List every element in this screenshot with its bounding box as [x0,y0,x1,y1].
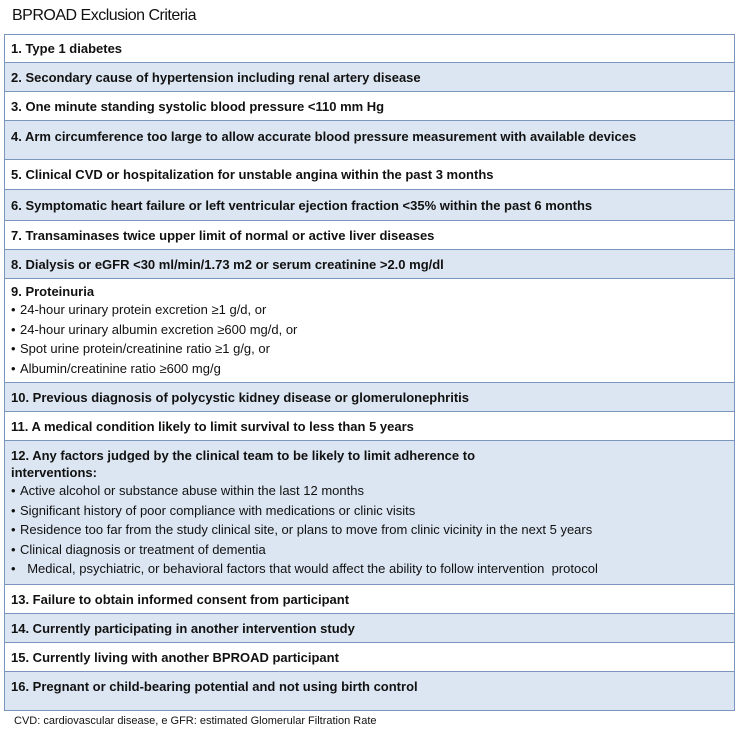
table-row [5,279,735,383]
criterion-12-list [11,481,734,579]
table-row [5,121,735,160]
table-row [5,441,735,585]
criterion-8: 8. Dialysis or eGFR <30 ml/min/1.73 m2 or serum creatinine >2.0 mg/dl [5,250,735,279]
bullet-icon: • [11,483,16,498]
criterion-12 [5,441,735,585]
criterion-11: 11. A medical condition likely to limit survival to less than 5 years [5,412,735,441]
table-row [5,383,735,412]
table-row [5,585,735,614]
footnote: CVD: cardiovascular disease, e GFR: estimated Glomerular Filtration Rate [14,715,377,727]
list-item: • Residence too far from the study clinical site, or plans to move from clinic vicinity in the next 5 years [11,520,734,540]
criterion-14: 14. Currently participating in another intervention study [5,614,735,643]
criterion-10: 10. Previous diagnosis of polycystic kidney disease or glomerulonephritis [5,383,735,412]
criterion-4: 4. Arm circumference too large to allow accurate blood pressure measurement with available devices [5,121,735,160]
bullet-icon: • [11,302,16,317]
table-row [5,250,735,279]
list-item: • Albumin/creatinine ratio ≥600 mg/g [11,359,734,379]
criterion-6: 6. Symptomatic heart failure or left ventricular ejection fraction <35% within the past 6 months [5,190,735,221]
table-row [5,412,735,441]
list-item: • Medical, psychiatric, or behavioral factors that would affect the ability to follow intervention protocol [11,559,734,579]
table-row [5,672,735,711]
bullet-icon: • [11,541,16,557]
criterion-7: 7. Transaminases twice upper limit of normal or active liver diseases [5,221,735,250]
table-row [5,92,735,121]
bullet-icon: • [11,321,16,337]
table-row [5,35,735,63]
list-item: • 24-hour urinary protein excretion ≥1 g/d, or [11,300,734,320]
table-row [5,63,735,92]
list-item: • 24-hour urinary albumin excretion ≥600 mg/d, or [11,320,734,340]
bullet-icon: • [11,341,16,356]
criterion-12-heading-line2: interventions: [11,465,97,480]
criterion-3: 3. One minute standing systolic blood pressure <110 mm Hg [5,92,735,121]
criterion-15: 15. Currently living with another BPROAD participant [5,643,735,672]
criterion-5: 5. Clinical CVD or hospitalization for unstable angina within the past 3 months [5,160,735,190]
table-title: BPROAD Exclusion Criteria [12,7,196,24]
criterion-9 [5,279,735,383]
exclusion-criteria-table [4,34,735,711]
table-row [5,614,735,643]
criterion-12-heading: 12. Any factors judged by the clinical team to be likely to limit adherence to [11,448,476,463]
bullet-icon: • [11,502,16,518]
bullet-icon: • [11,522,16,537]
criterion-1: 1. Type 1 diabetes [5,35,735,63]
list-item: • Spot urine protein/creatinine ratio ≥1 g/g, or [11,339,734,359]
list-item: • Clinical diagnosis or treatment of dementia [11,540,734,560]
table-row [5,221,735,250]
criterion-2: 2. Secondary cause of hypertension including renal artery disease [5,63,735,92]
criterion-13: 13. Failure to obtain informed consent from participant [5,585,735,614]
criterion-9-list [11,300,734,378]
criterion-9-heading: 9. Proteinuria [11,284,95,299]
bullet-icon: • [11,561,16,576]
table-row [5,160,735,190]
table-row [5,643,735,672]
bullet-icon: • [11,360,16,376]
list-item: • Significant history of poor compliance with medications or clinic visits [11,501,734,521]
criterion-16: 16. Pregnant or child-bearing potential and not using birth control [5,672,735,711]
table-row [5,190,735,221]
list-item: • Active alcohol or substance abuse within the last 12 months [11,481,734,501]
